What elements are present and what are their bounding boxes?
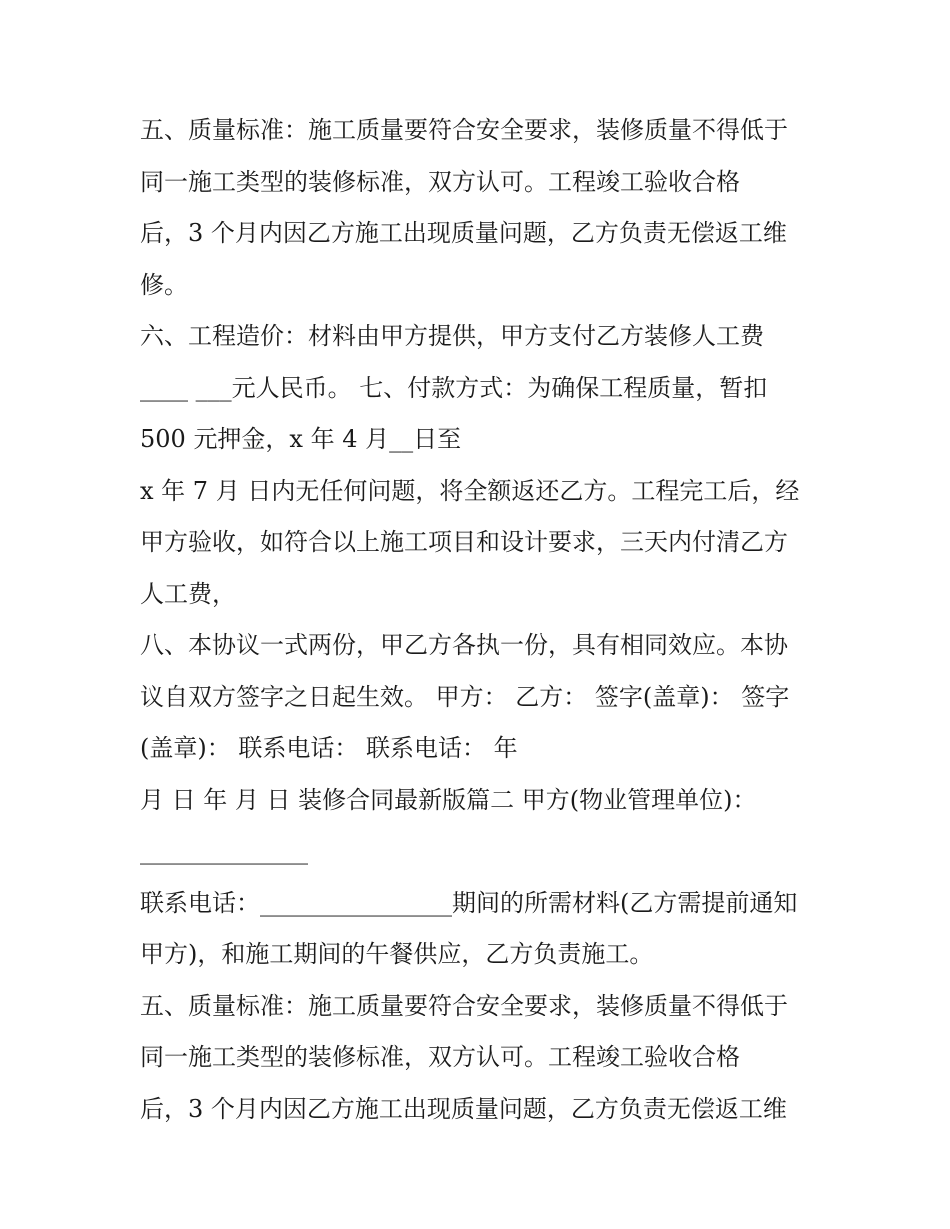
text-line-13: (盖章)： 联系电话： 联系电话： 年 — [140, 734, 518, 762]
text-line-15: ______________ — [140, 837, 308, 865]
text-line-4: 修。 — [140, 270, 188, 299]
text-line-20: 后，3 个月内因乙方施工出现质量问题，乙方负责无偿返工维 — [140, 1094, 787, 1123]
text-line-18: 五、质量标准：施工质量要符合安全要求，装修质量不得低于 — [140, 991, 788, 1020]
text-line-6: ____ ___元人民币。 七、付款方式：为确保工程质量，暂扣 — [140, 373, 768, 402]
text-line-5: 六、工程造价：材料由甲方提供，甲方支付乙方装修人工费 — [140, 322, 764, 350]
text-line-7: 500 元押金，x 年 4 月__日至 — [140, 425, 462, 453]
text-line-16: 联系电话：________________期间的所需材料(乙方需提前通知 — [140, 888, 798, 917]
text-line-10: 人工费， — [140, 579, 236, 608]
document-body — [140, 105, 820, 1135]
text-line-1: 五、质量标准：施工质量要符合安全要求，装修质量不得低于 — [140, 116, 788, 144]
text-line-3: 后，3 个月内因乙方施工出现质量问题，乙方负责无偿返工维 — [140, 219, 787, 247]
text-line-19: 同一施工类型的装修标准，双方认可。工程竣工验收合格 — [140, 1043, 740, 1071]
text-line-11: 八、本协议一式两份，甲乙方各执一份，具有相同效应。本协 — [140, 631, 788, 659]
text-line-12: 议自双方签字之日起生效。 甲方： 乙方： 签字(盖章)： 签字 — [140, 682, 790, 711]
text-line-2: 同一施工类型的装修标准，双方认可。工程竣工验收合格 — [140, 167, 740, 196]
text-line-14: 月 日 年 月 日 装修合同最新版篇二 甲方(物业管理单位)： — [140, 785, 757, 814]
text-line-9: 甲方验收，如符合以上施工项目和设计要求，三天内付清乙方 — [140, 528, 788, 556]
text-line-8: x 年 7 月 日内无任何问题，将全额返还乙方。工程完工后，经 — [140, 476, 800, 505]
text-line-17: 甲方)，和施工期间的午餐供应，乙方负责施工。 — [140, 940, 654, 968]
